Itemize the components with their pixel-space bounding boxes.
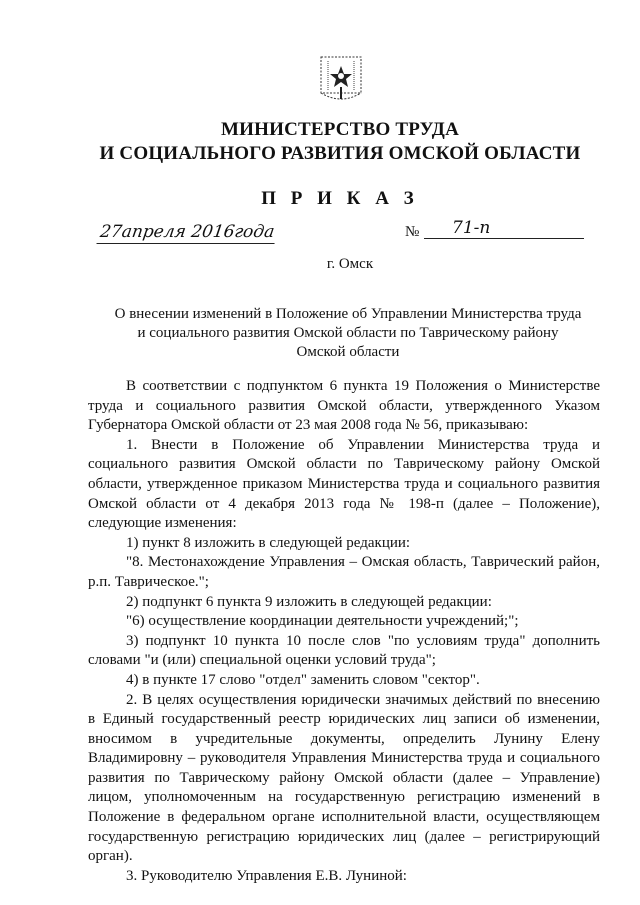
subject-line: О внесении изменений в Положение об Управлении Министерства труда [114, 306, 582, 322]
order-date: 27апреля 2016года [96, 222, 277, 244]
subclause-3: 3) подпункт 10 пункта 10 после слов "по условиям труда" дополнить словами "и (или) специальной оценки условий труда"; [88, 632, 600, 669]
subclause-2: 2) подпункт 6 пункта 9 изложить в следующей редакции: [126, 593, 492, 610]
order-number: 71-п [452, 218, 491, 238]
subclause-1-text: "8. Местонахождение Управления – Омская область, Таврический район, р.п. Таврическое."; [88, 554, 600, 590]
subclause-1: 1) пункт 8 изложить в следующей редакции: [126, 534, 411, 551]
city: г. Омск [326, 256, 374, 272]
document-type: П Р И К А З [261, 188, 419, 209]
ministry-name-line1: МИНИСТЕРСТВО ТРУДА [221, 119, 459, 140]
coat-of-arms-icon [318, 55, 364, 103]
clause-3: 3. Руководителю Управления Е.В. Луниной: [126, 867, 407, 884]
order-subject [88, 305, 608, 362]
subclause-4: 4) в пункте 17 слово "отдел" заменить словом "сектор". [126, 671, 480, 688]
number-underline [424, 238, 584, 239]
number-sign: № [405, 224, 420, 240]
order-body [88, 377, 600, 886]
ministry-name-line2: И СОЦИАЛЬНОГО РАЗВИТИЯ ОМСКОЙ ОБЛАСТИ [99, 143, 581, 164]
subject-line: Омской области [296, 344, 400, 360]
clause-1: 1. Внести в Положение об Управлении Министерства труда и социального развития Омской области по Таврическому району Омской области, утвержденное приказом Министерства труда и социального развития Омской области от 4 декабря 2013 года № 198-п (далее – Положение), следующие изменения: [88, 436, 600, 532]
subject-line: и социального развития Омской области по Таврическому району [137, 325, 559, 341]
subclause-2-text: "6) осуществление координации деятельности учреждений;"; [126, 613, 519, 630]
preamble-paragraph: В соответствии с подпунктом 6 пункта 19 Положения о Министерстве труда и социального развития Омской области, утвержденного Указом Губернатора Омской области от 23 мая 2008 года № 56, приказываю: [88, 378, 600, 434]
clause-2: 2. В целях осуществления юридически значимых действий по внесению в Единый государственный реестр юридических лиц записи об изменении, вносимом в учредительные документы, определить Лунину Елену Владимировну – руководителя Управления Министерства труда и социального развития по Таврическому району Омской области (далее – Управление) лицом, уполномоченным на государственную регистрацию изменений в Положение в федеральном органе исполнительной власти, осуществляющем государственную регистрацию юридических лиц (далее – регистрирующий орган). [88, 691, 600, 865]
